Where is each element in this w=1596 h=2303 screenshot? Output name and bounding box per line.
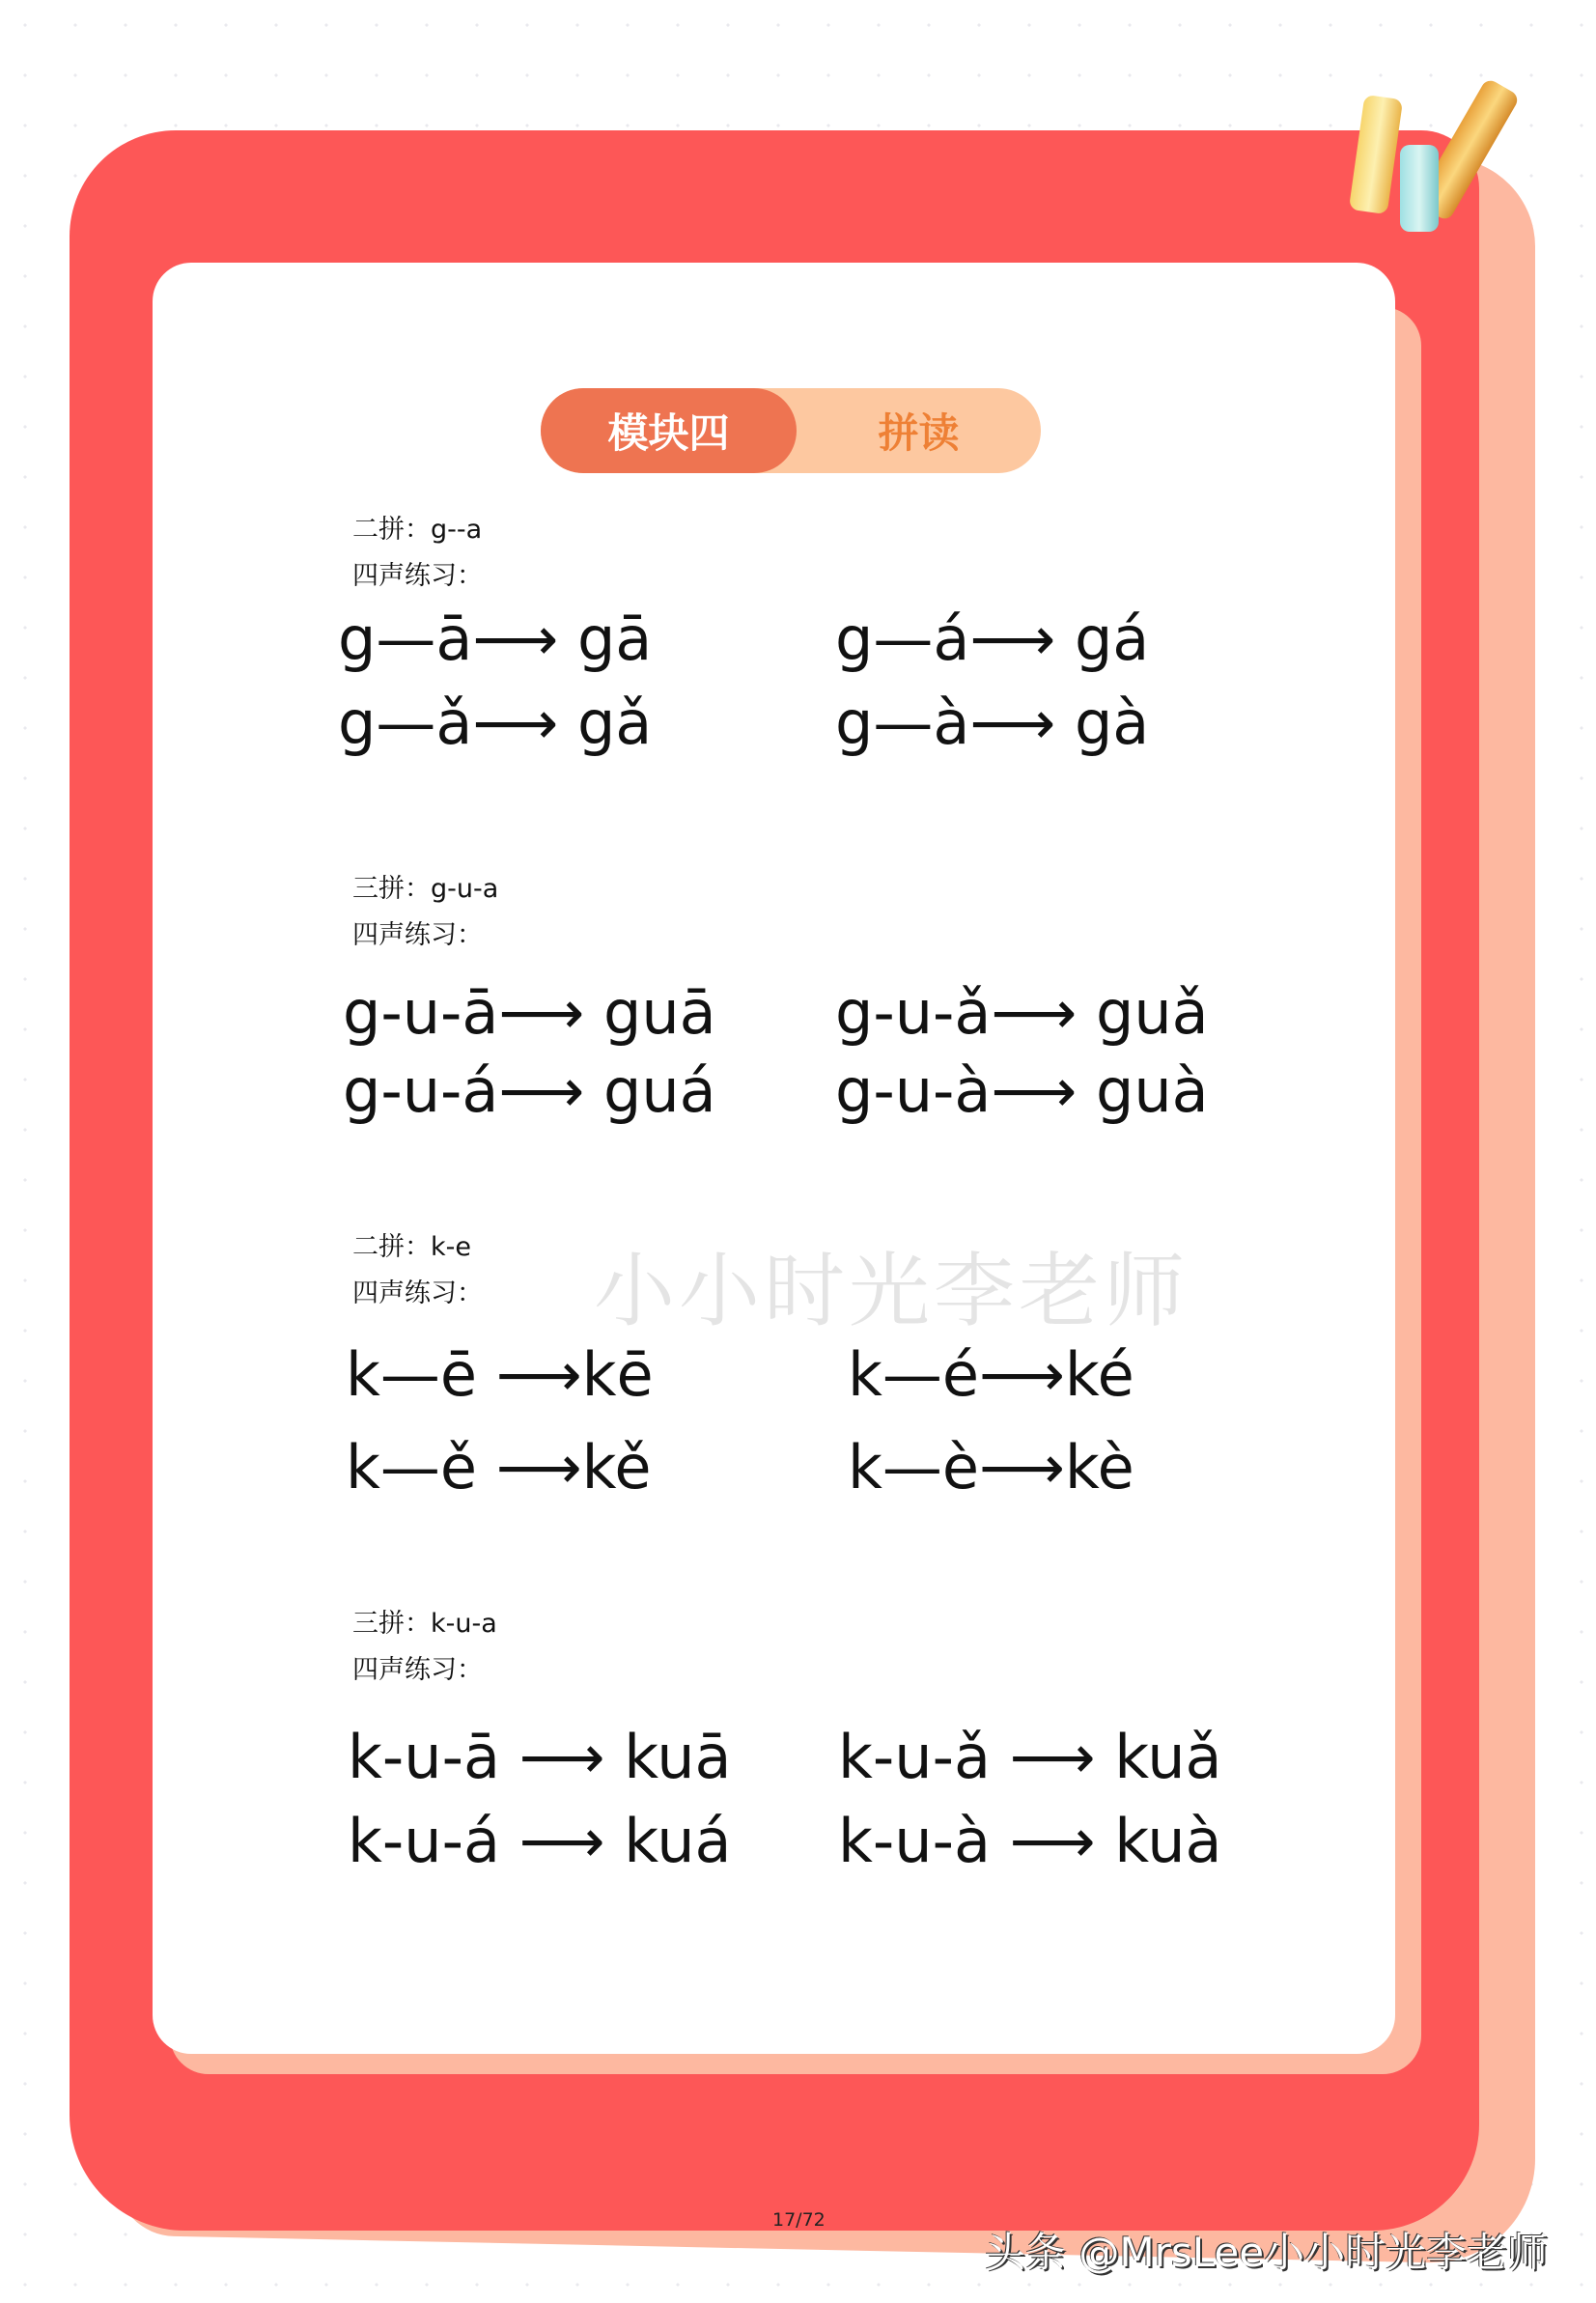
page-number: 17/72 (772, 2209, 826, 2231)
pinyin-item: k—è⟶kè (848, 1432, 1134, 1503)
section-subtitle: 四声练习： (352, 561, 483, 591)
pinyin-item: k-u-ā ⟶ kuā (348, 1722, 732, 1792)
section-title: 三拼：k-u-a (352, 1609, 497, 1639)
pinyin-item: k-u-ǎ ⟶ kuǎ (838, 1722, 1222, 1792)
pinyin-item: k-u-à ⟶ kuà (838, 1806, 1222, 1876)
section-1 (352, 507, 483, 600)
pinyin-item: g-u-ǎ⟶ guǎ (835, 977, 1209, 1048)
pinyin-item: k-u-á ⟶ kuá (348, 1806, 732, 1876)
pinyin-item: k—ē ⟶kē (346, 1339, 654, 1410)
pinyin-item: g-u-ā⟶ guā (343, 977, 716, 1048)
section-title: 二拼：g--a (352, 515, 483, 545)
pinyin-item: g-u-à⟶ guà (835, 1055, 1209, 1126)
section-title: 三拼：g-u-a (352, 874, 499, 904)
section-4 (352, 1601, 497, 1694)
pinyin-item: g—ǎ⟶ gǎ (338, 688, 653, 758)
pinyin-item: g—á⟶ gá (835, 604, 1150, 674)
section-3 (352, 1224, 483, 1317)
pinyin-item: k—é⟶ké (848, 1339, 1134, 1410)
section-subtitle: 四声练习： (352, 1278, 483, 1308)
section-title: 二拼：k-e (352, 1232, 471, 1262)
module-header (541, 388, 1041, 473)
section-subtitle: 四声练习： (352, 920, 483, 950)
section-2 (352, 866, 498, 959)
section-subtitle: 四声练习： (352, 1655, 483, 1685)
credit-watermark: 头条 @MrsLee小小时光李老师 (985, 2229, 1549, 2276)
module-label: 模块四 (541, 388, 797, 473)
pinyin-item: g—ā⟶ gā (338, 604, 653, 674)
pinyin-item: k—ě ⟶kě (346, 1432, 652, 1503)
watermark: 小小时光李老师 (594, 1244, 1190, 1338)
pinyin-item: g—à⟶ gà (835, 688, 1150, 758)
topic-label: 拼读 (878, 409, 960, 457)
pinyin-item: g-u-á⟶ guá (343, 1055, 716, 1126)
